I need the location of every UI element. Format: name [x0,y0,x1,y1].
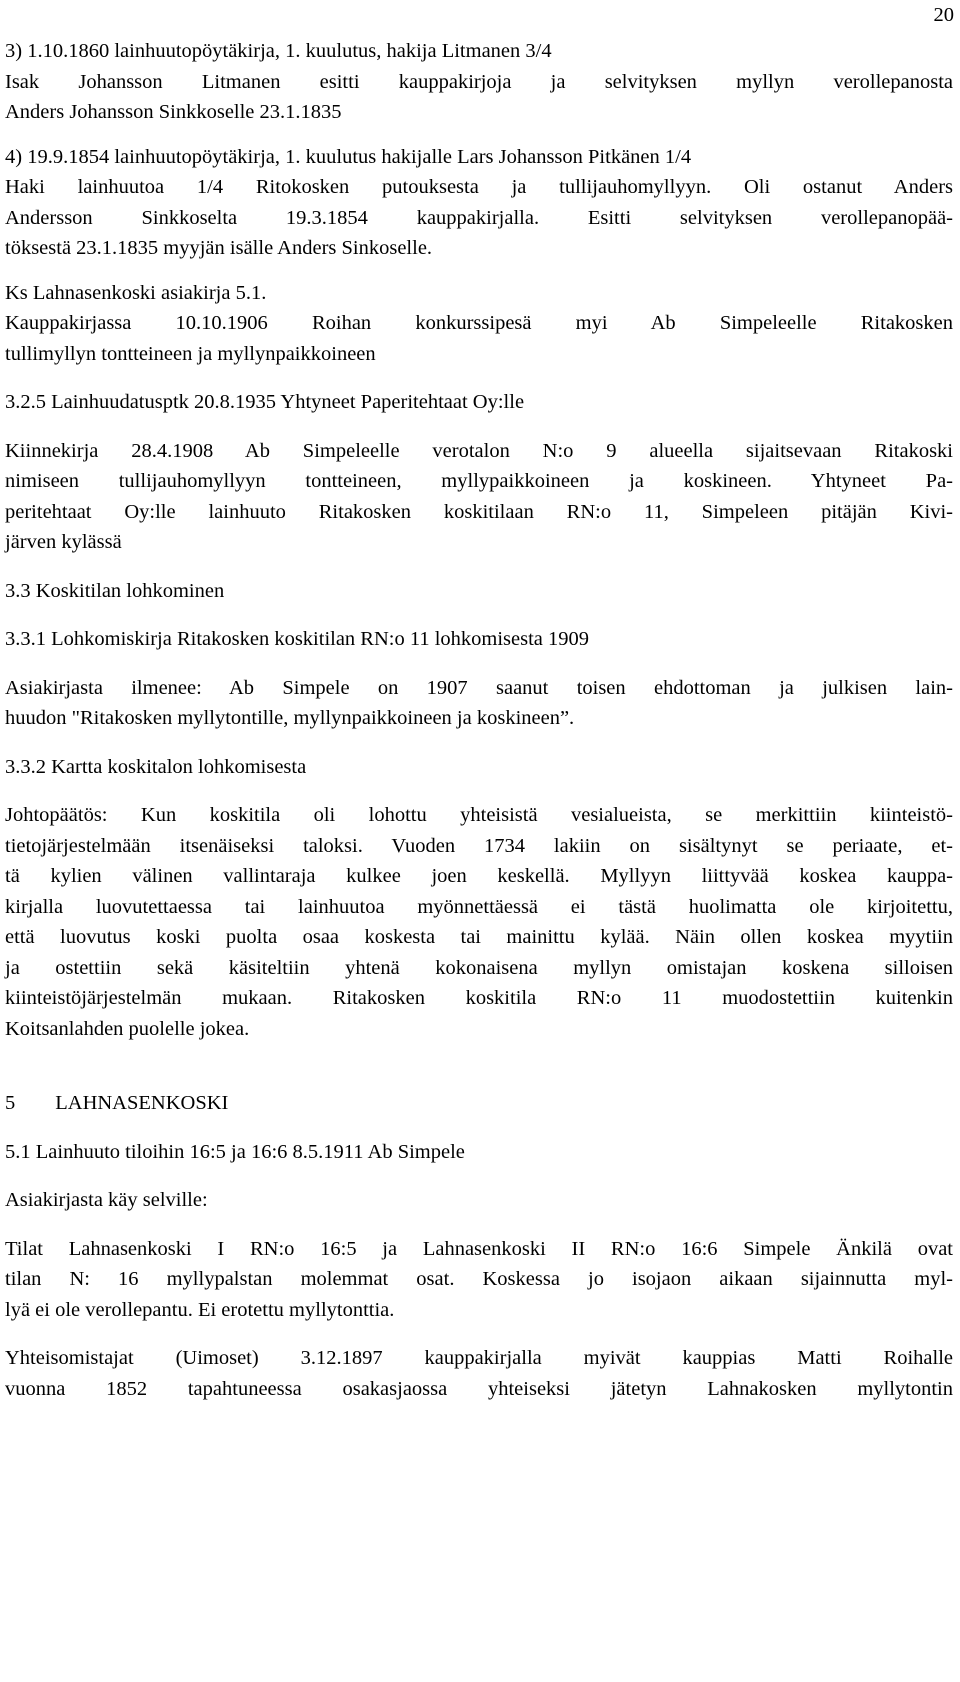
paragraph-litmanen [5,36,953,128]
paragraph-johtopaatos [5,800,953,1044]
text-line: Isak Johansson Litmanen esitti kauppakirjoja ja selvityksen myllyn verollepanosta [5,70,953,93]
chapter-heading-5 [5,1088,953,1119]
chapter-title: LAHNASENKOSKI [55,1092,229,1114]
paragraph-selville [5,1185,953,1216]
section-heading: 3.3 Koskitilan lohkominen [5,579,225,602]
text-line: Tilat Lahnasenkoski I RN:o 16:5 ja Lahnasenkoski II RN:o 16:6 Simpele Änkilä ovat [5,1237,953,1260]
text-line: Asiakirjasta käy selville: [5,1189,208,1211]
section-heading: 3.3.2 Kartta koskitalon lohkomisesta [5,755,307,778]
text-line: Anders Johansson Sinkkoselle 23.1.1835 [5,101,342,123]
paragraph-asiakirjasta [5,673,953,734]
text-line: nimiseen tullijauhomyllyyn tontteineen, myllypaikkoineen ja koskineen. Yhtyneet Pa- [5,470,953,492]
text-line: peritehtaat Oy:lle lainhuuto Ritakosken koskitilaan RN:o 11, Simpeleen pitäjän Kivi- [5,500,953,523]
text-line: järven kylässä [5,531,122,553]
text-line: tietojärjestelmään itsenäiseksi taloksi. Vuoden 1734 lakiin on sisältynyt se periaate, et- [5,834,953,857]
document-body [5,36,953,1404]
text-line: Kiinnekirja 28.4.1908 Ab Simpeleelle verotalon N:o 9 alueella sijaitsevaan Ritakoski [5,439,953,462]
text-line: tilan N: 16 myllypalstan molemmat osat. Koskessa jo isojaon aikaan sijainnutta myl- [5,1268,953,1290]
text-line: Ks Lahnasenkoski asiakirja 5.1. [5,281,267,304]
section-heading: 5.1 Lainhuuto tiloihin 16:5 ja 16:6 8.5.1911 Ab Simpele [5,1140,465,1163]
text-line: huudon "Ritakosken myllytontille, myllynpaikkoineen ja koskineen”. [5,707,575,729]
paragraph-kiinnekirja [5,436,953,558]
section-heading-3-3 [5,576,953,607]
chapter-number: 5 [5,1092,16,1114]
paragraph-kauppakirja [5,278,953,370]
text-line: kiinteistöjärjestelmän mukaan. Ritakosken koskitila RN:o 11 muodostettiin kuitenkin [5,987,953,1009]
text-line: ja ostettiin sekä käsiteltiin yhtenä kokonaisena myllyn omistajan koskena silloisen [5,956,953,979]
text-line: lyä ei ole verollepantu. Ei erotettu myllytonttia. [5,1298,395,1321]
section-heading: 3.2.5 Lainhuudatusptk 20.8.1935 Yhtyneet Paperitehtaat Oy:lle [5,391,525,413]
text-line: 4) 19.9.1854 lainhuutopöytäkirja, 1. kuulutus hakijalle Lars Johansson Pitkänen 1/4 [5,145,692,168]
paragraph-yhteisomistajat [5,1343,953,1404]
page-number: 20 [933,4,954,26]
section-heading: 3.3.1 Lohkomiskirja Ritakosken koskitilan RN:o 11 lohkomisesta 1909 [5,628,590,650]
text-line: tä kylien välinen vallintaraja kulkee joen keskellä. Myllyyn liittyvää koskea kauppa- [5,865,953,887]
text-line: Andersson Sinkkoselta 19.3.1854 kauppakirjalla. Esitti selvityksen verollepanopää- [5,206,953,229]
text-line: 3) 1.10.1860 lainhuutopöytäkirja, 1. kuulutus, hakija Litmanen 3/4 [5,40,552,62]
text-line: Asiakirjasta ilmenee: Ab Simpele on 1907 saanut toisen ehdottoman ja julkisen lain- [5,676,953,699]
paragraph-tilat [5,1234,953,1326]
text-line: kirjalla luovutettaessa tai lainhuutoa myönnettäessä ei tästä huolimatta ole kirjoitettu, [5,895,953,918]
text-line: Johtopäätös: Kun koskitila oli lohottu yhteisistä vesialueista, se merkittiin kiinteistö- [5,804,953,826]
text-line: töksestä 23.1.1835 myyjän isälle Anders Sinkoselle. [5,237,433,259]
section-heading-3-3-2 [5,752,953,783]
text-line: Yhteisomistajat (Uimoset) 3.12.1897 kauppakirjalla myivät kauppias Matti Roihalle [5,1347,953,1369]
text-line: tullimyllyn tontteineen ja myllynpaikkoineen [5,342,376,365]
paragraph-pitkanen [5,142,953,264]
text-line: että luovutus koski puolta osaa koskesta tai mainittu kylää. Näin ollen koskea myytiin [5,926,953,948]
text-line: vuonna 1852 tapahtuneessa osakasjaossa yhteiseksi jätetyn Lahnakosken myllytontin [5,1377,953,1400]
section-heading-3-2-5 [5,387,953,418]
section-heading-5-1 [5,1137,953,1168]
text-line: Koitsanlahden puolelle jokea. [5,1017,250,1040]
section-heading-3-3-1 [5,624,953,655]
text-line: Kauppakirjassa 10.10.1906 Roihan konkurssipesä myi Ab Simpeleelle Ritakosken [5,312,953,334]
text-line: Haki lainhuutoa 1/4 Ritokosken putouksesta ja tullijauhomyllyyn. Oli ostanut Anders [5,176,953,198]
